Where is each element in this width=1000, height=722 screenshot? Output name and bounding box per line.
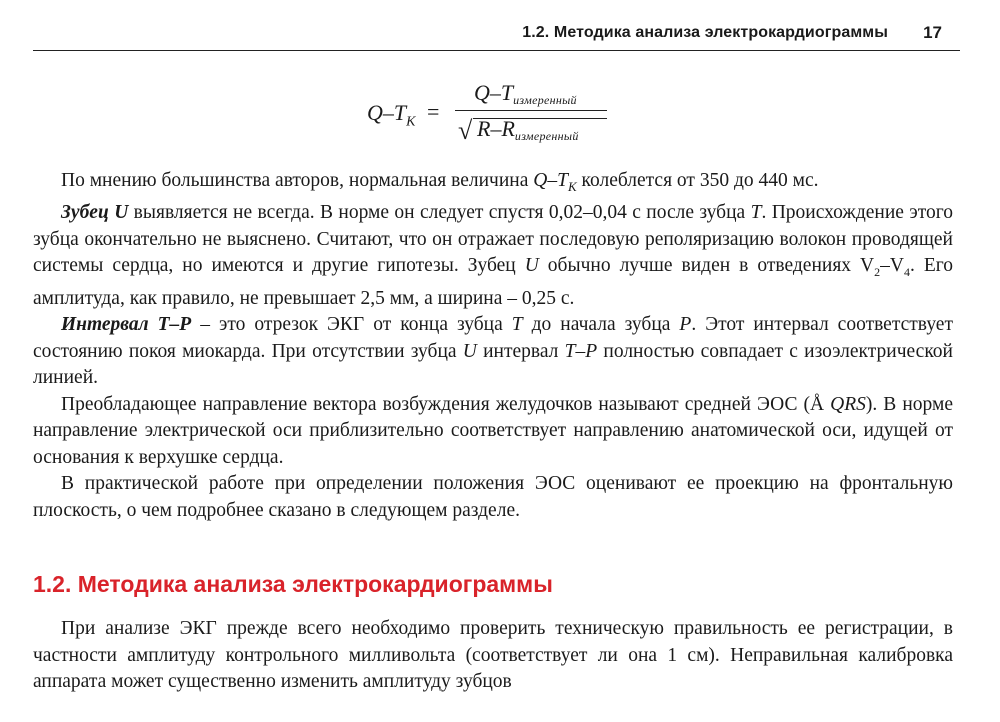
formula-equals: = [427, 99, 440, 124]
paragraph-tp-interval: Интервал T–P – это отрезок ЭКГ от конца зубца T до начала зубца P. Этот интервал соответствует состоянию покоя миокарда. При отсутствии зубца U интервал T–P полностью совпадает с изоэлектрической линией. [33, 314, 953, 389]
paragraph-u-wave: Зубец U выявляется не всегда. В норме он следует спустя 0,02–0,04 с после зубца T. Происхождение этого зубца окончательно не выяснено. Считают, что он отражает последовую реполяризацию волокон проводящей системы сердца, но имеются и другие гипотезы. Зубец U обычно лучше виден в отведениях $V_2-V_4$. Его амплитуда, как правило, не превышает 2,5 мм, а ширина – 0,25 с. [33, 202, 954, 309]
sqrt-sign: √ [458, 116, 473, 145]
formula-numerator: Q–Tизмеренный [474, 80, 577, 107]
running-header-title: 1.2. Методика анализа электрокардиограммы [522, 24, 888, 41]
fraction-bar [455, 110, 607, 111]
qt-corrected-formula [367, 80, 627, 150]
running-header [33, 18, 960, 51]
paragraph-ecg-analysis: При анализе ЭКГ прежде всего необходимо проверить техническую правильность ее регистрации, в частности амплитуду контрольного милливольта (соответствует ли она 1 см). Неправильная калибровка аппарата может существенно изменить амплитуду зубцов [33, 618, 953, 692]
formula-denominator: R–Rизмеренный [477, 116, 579, 143]
paragraph-frontal-plane: В практической работе при определении положения ЭОС оценивают ее проекцию на фронтальную плоскость, о чем подробнее сказано в следующем разделе. [33, 473, 953, 521]
page-number: 17 [923, 23, 942, 42]
main-text-block [33, 168, 953, 524]
paragraph-electric-axis: Преобладающее направление вектора возбуждения желудочков называют средней ЭОС (Å QRS). В норме направление электрической оси приблизительно соответствует направлению анатомической оси, идущей от основания к верхушке сердца. [33, 393, 953, 468]
section-text-block [33, 616, 953, 696]
section-heading: 1.2. Методика анализа электрокардиограммы [33, 571, 553, 597]
formula-lhs: $Q-T_K$ [367, 100, 416, 130]
paragraph-qt-normal: По мнению большинства авторов, нормальная величина $Q-T_K$ колеблется от 350 до 440 мс. [61, 170, 819, 194]
